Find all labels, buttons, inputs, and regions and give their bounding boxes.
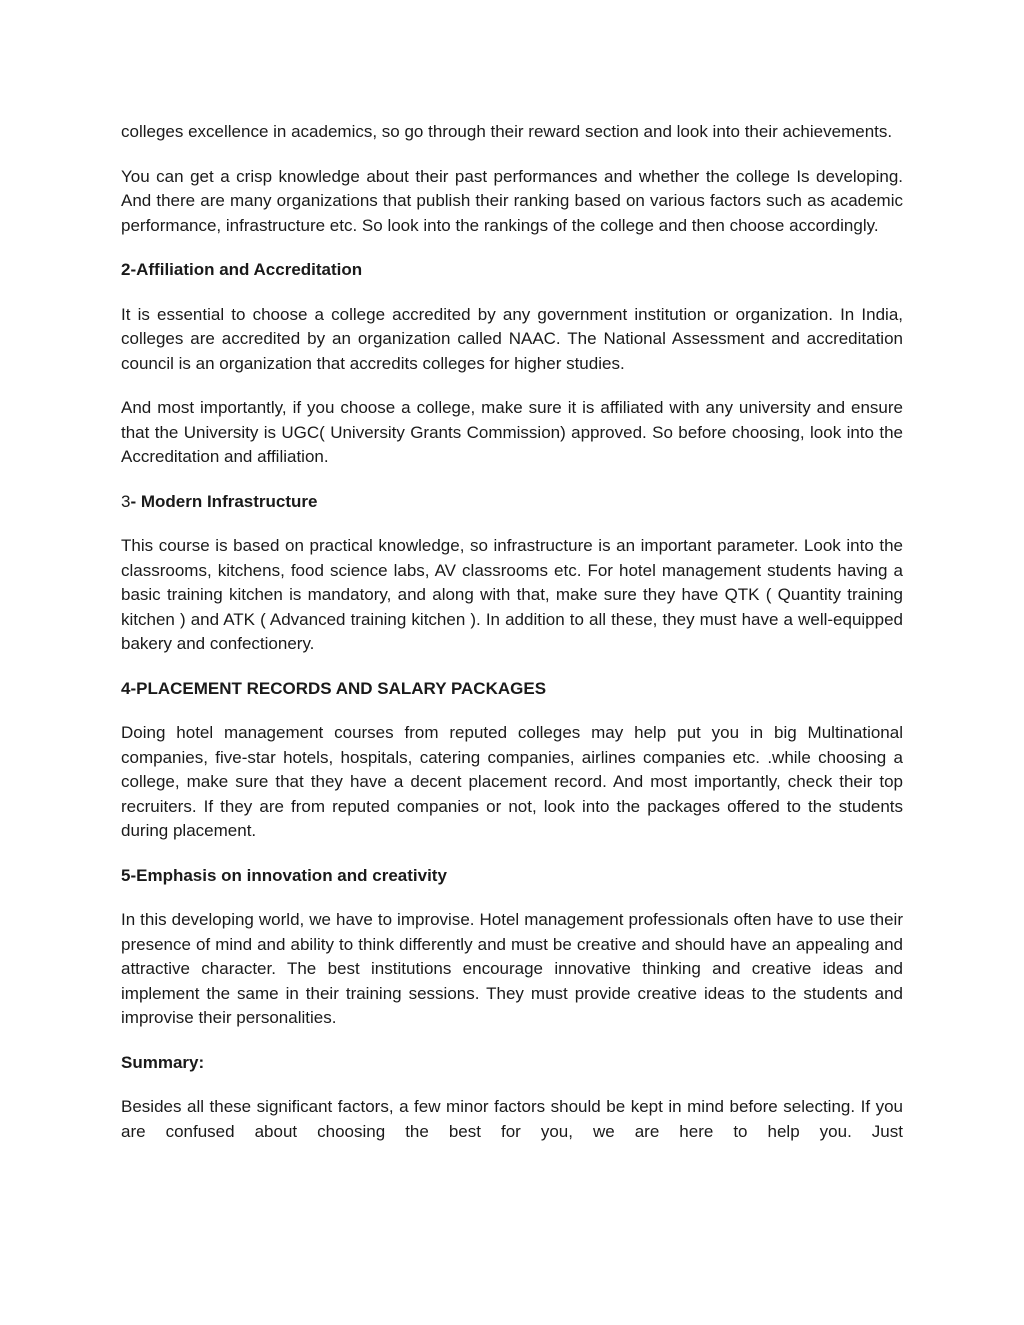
paragraph-infrastructure: This course is based on practical knowledge, so infrastructure is an important parameter. Look into the classrooms, kitchens, food science labs, AV classrooms etc. For hotel management students having a basic training kitchen is mandatory, and along with that, make sure they have QTK ( Quantity training kitchen ) and ATK ( Advanced training kitchen ). In addition to all these, they must have a well-equipped bakery and confectionery. [121, 536, 903, 653]
paragraph-placement: Doing hotel management courses from reputed colleges may help put you in big Multinational companies, five-star hotels, hospitals, catering companies, airlines companies etc. .while choosing a college, make sure that they have a decent placement record. And most importantly, check their top recruiters. If they are from reputed companies or not, look into the packages offered to the students during placement. [121, 723, 903, 840]
paragraph-rankings-intro: colleges excellence in academics, so go through their reward section and look into their achievements. [121, 122, 893, 141]
heading-affiliation: 2-Affiliation and Accreditation [121, 260, 363, 279]
heading-summary: Summary: [121, 1052, 205, 1072]
heading-infrastructure-title: - Modern Infrastructure [130, 491, 318, 511]
paragraph-accreditation: It is essential to choose a college accredited by any government institution or organization. In India, colleges are accredited by an organization called NAAC. The National Assessment and accreditation council is an organization that accredits colleges for higher studies. [121, 304, 903, 373]
paragraph-past-performance: You can get a crisp knowledge about their past performances and whether the college Is developing. And there are many organizations that publish their ranking based on various factors such as academic performance, infrastructure etc. So look into the rankings of the college and then choose accordingly. [121, 166, 903, 235]
paragraph-innovation: In this developing world, we have to improvise. Hotel management professionals often have to use their presence of mind and ability to think differently and must be creative and should have an appealing and attractive character. The best institutions encourage innovative thinking and creative ideas and implement the same in their training sessions. They must provide creative ideas to the students and improvise their personalities. [121, 910, 903, 1027]
heading-infrastructure [121, 490, 903, 515]
heading-placement: 4-PLACEMENT RECORDS AND SALARY PACKAGES [121, 678, 547, 698]
paragraph-affiliation: And most importantly, if you choose a college, make sure it is affiliated with any university and ensure that the University is UGC( University Grants Commission) approved. So before choosing, look into the Accreditation and affiliation. [121, 398, 903, 466]
heading-infrastructure-number: 3 [121, 491, 131, 511]
document-page [121, 120, 903, 1164]
heading-innovation: 5-Emphasis on innovation and creativity [121, 865, 447, 885]
paragraph-summary: Besides all these significant factors, a few minor factors should be kept in mind before selecting. If you are confused about choosing the best for you, we are here to help you. Just [121, 1097, 903, 1141]
